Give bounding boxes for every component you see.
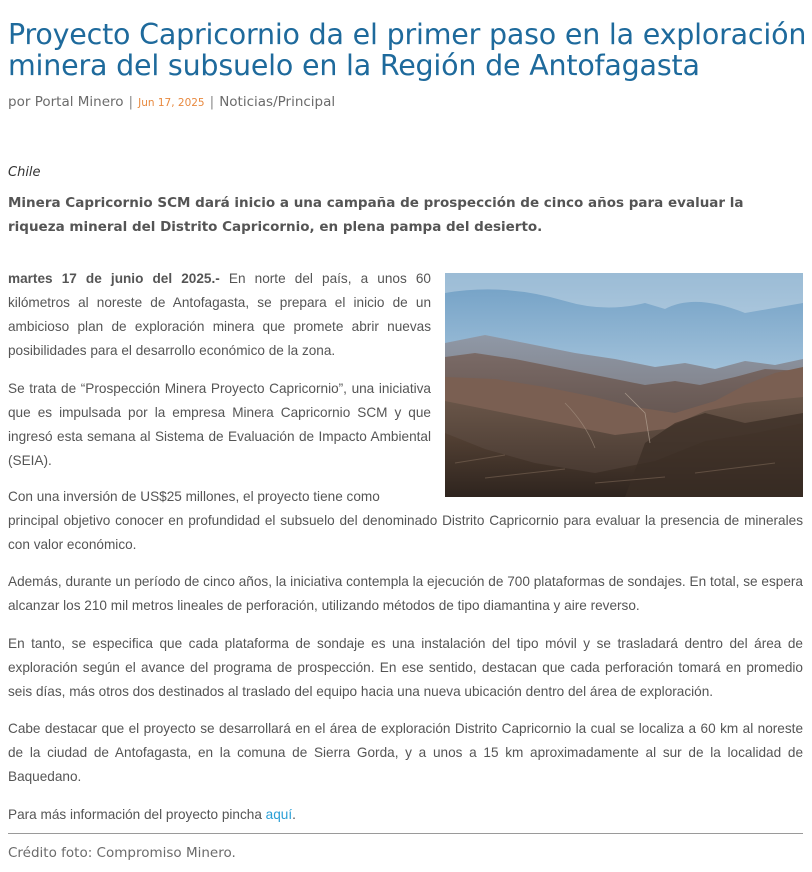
more-info (8, 803, 803, 827)
article-meta (8, 94, 335, 110)
paragraph-6: Cabe destacar que el proyecto se desarrollará en el área de exploración Distrito Capricornio la cual se localiza a 60 km al noreste de la ciudad de Antofagasta, en la comuna de Sierra Gorda, y a unos a 15 km aproximadamente al sur de la localidad de Baquedano. (8, 721, 803, 784)
paragraph-4: Además, durante un período de cinco años, la iniciativa contempla la ejecución de 700 plataformas de sondajes. En total, se espera alcanzar los 210 mil metros lineales de perforación, utilizando métodos de tipo diamantina y aire reverso. (8, 574, 803, 613)
article-title: Proyecto Capricornio da el primer paso en la exploración minera del subsuelo en la Región de Antofagasta (8, 18, 807, 82)
category-link[interactable]: Noticias/Principal (219, 94, 336, 110)
paragraph-2: Se trata de “Prospección Minera Proyecto Capricornio”, una iniciativa que es impulsada por la empresa Minera Capricornio SCM y que ingresó esta semana al Sistema de Evaluación de Impacto Ambiental (SEIA). (8, 381, 431, 468)
paragraph-1 (8, 267, 431, 363)
author-link[interactable]: Portal Minero (34, 94, 124, 110)
desert-mountains-image (445, 273, 803, 497)
more-info-text: Para más información del proyecto pincha (8, 807, 262, 822)
photo-credit: Crédito foto: Compromiso Minero. (8, 845, 236, 861)
paragraph-5: En tanto, se especifica que cada plataforma de sondaje es una instalación del tipo móvil y se trasladará dentro del área de exploración según el avance del programa de prospección. En ese sentido, destacan que cada perforación tomará en promedio seis días, más otros dos destinados al traslado del equipo hacia una nueva ubicación dentro del área de exploración. (8, 636, 803, 699)
publish-date: Jun 17, 2025 (138, 97, 205, 109)
paragraph-3-rest: principal objetivo conocer en profundidad el subsuelo del denominado Distrito Capricornio para evaluar la presencia de minerales con valor económico. (8, 513, 803, 552)
paragraph-3-start: Con una inversión de US$25 millones, el proyecto tiene como (8, 489, 380, 504)
author-prefix: por (8, 94, 31, 110)
landscape-photo (445, 273, 803, 497)
meta-separator: | (128, 94, 134, 110)
meta-separator: | (209, 94, 215, 110)
country-label: Chile (8, 165, 41, 180)
more-info-end: . (292, 807, 296, 822)
paragraph-1-text: En norte del país, a unos 60 kilómetros al noreste de Antofagasta, se prepara el inicio de un ambicioso plan de exploración minera que promete abrir nuevas posibilidades para el desarrollo económico de la zona. (8, 271, 431, 358)
article-lead: Minera Capricornio SCM dará inicio a una campaña de prospección de cinco años para evaluar la riqueza mineral del Distrito Capricornio, en plena pampa del desierto. (8, 195, 744, 235)
divider (8, 833, 803, 834)
paragraph-1-leadin: martes 17 de junio del 2025.- (8, 271, 220, 286)
more-info-link[interactable]: aquí (265, 807, 293, 822)
